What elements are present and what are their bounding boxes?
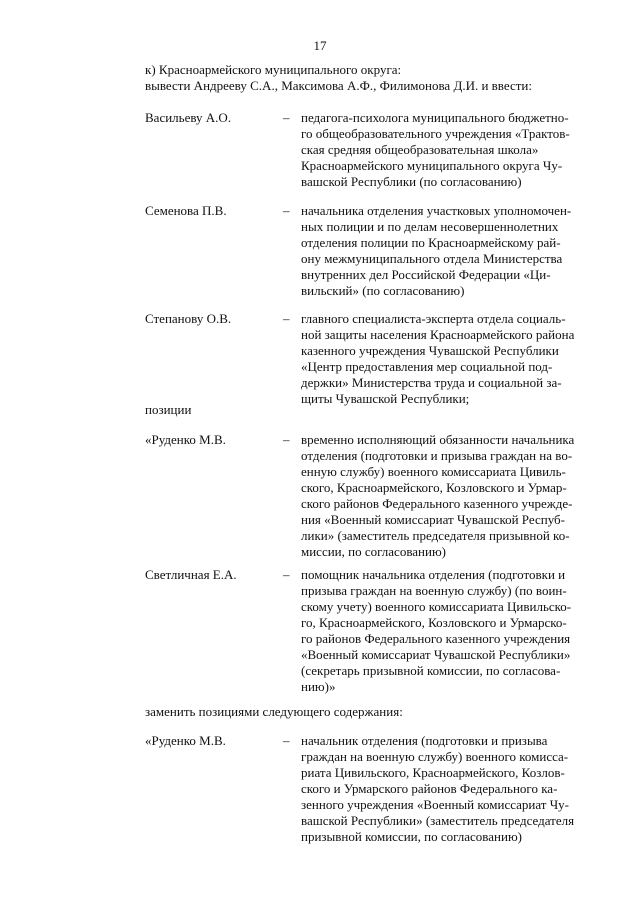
- entry-dash: –: [283, 203, 290, 218]
- entry-dash: –: [283, 567, 290, 582]
- entry-description: педагога-психолога муниципального бюджетно- го общеобразовательного учреждения «Трактов- ская средняя общеобразовательная школа» Красноармейского муниципального округа Чу- вашской Республики (по согласованию): [301, 110, 570, 189]
- intro-paragraph: [145, 62, 605, 94]
- entry-name: Степанову О.В.: [145, 311, 232, 326]
- positions-label: позиции: [145, 402, 192, 417]
- entry-description: начальника отделения участковых уполномочен- ных полиции и по делам несовершеннолетних отделения полиции по Красноармейскому рай- ону межмуниципального отдела Министерства внутренних дел Российской Федерации «Ци- вильский» (по согласованию): [301, 203, 572, 298]
- entry-description: помощник начальника отделения (подготовки и призыва граждан на военную службу) (по воин- скому учету) военного комиссариата Цивильско- го, Красноармейского, Козловского и Урмарско- го районов Федерального казенного учреждения «Военный комиссариат Чувашской Республики» (секретарь призывной комиссии, по согласова- нию)»: [301, 567, 572, 694]
- entry-name: Светличная Е.А.: [145, 567, 237, 582]
- entry-name: «Руденко М.В.: [145, 733, 226, 748]
- entry-description: временно исполняющий обязанности начальника отделения (подготовки и призыва граждан на во- енную службу) военного комиссариата Цивиль- ского, Красноармейского, Козловского и Урмар- ского районов Федерального казенного учрежде- ния «Военный комиссариат Чувашской Респуб- лики» (заместитель председателя призывной ко- миссии, по согласованию): [301, 432, 575, 559]
- replace-label: заменить позициями следующего содержания:: [145, 704, 403, 719]
- entry-name: Васильеву А.О.: [145, 110, 232, 125]
- entry-dash: –: [283, 432, 290, 447]
- entry-dash: –: [283, 110, 290, 125]
- entry-dash: –: [283, 733, 290, 748]
- entry-name: «Руденко М.В.: [145, 432, 226, 447]
- intro-line-1: к) Красноармейского муниципального округа:: [145, 62, 402, 77]
- entry-dash: –: [283, 311, 290, 326]
- entry-description: начальник отделения (подготовки и призыва граждан на военную службу) военного комисса- риата Цивильского, Красноармейского, Козлов- ского и Урмарского районов Федерального ка- зенного учреждения «Военный комиссариат Чу- вашской Республики» (заместитель председателя призывной комиссии, по согласованию): [301, 733, 575, 844]
- page-number: 17: [313, 38, 327, 53]
- entry-name: Семенова П.В.: [145, 203, 227, 218]
- entry-description: главного специалиста-эксперта отдела социаль- ной защиты населения Красноармейского района казенного учреждения Чувашской Республики «Центр предоставления мер социальной под- держки» Министерства труда и социальной за- щиты Чувашской Республики;: [301, 311, 575, 406]
- intro-line-2: вывести Андрееву С.А., Максимова А.Ф., Филимонова Д.И. и ввести:: [145, 78, 532, 93]
